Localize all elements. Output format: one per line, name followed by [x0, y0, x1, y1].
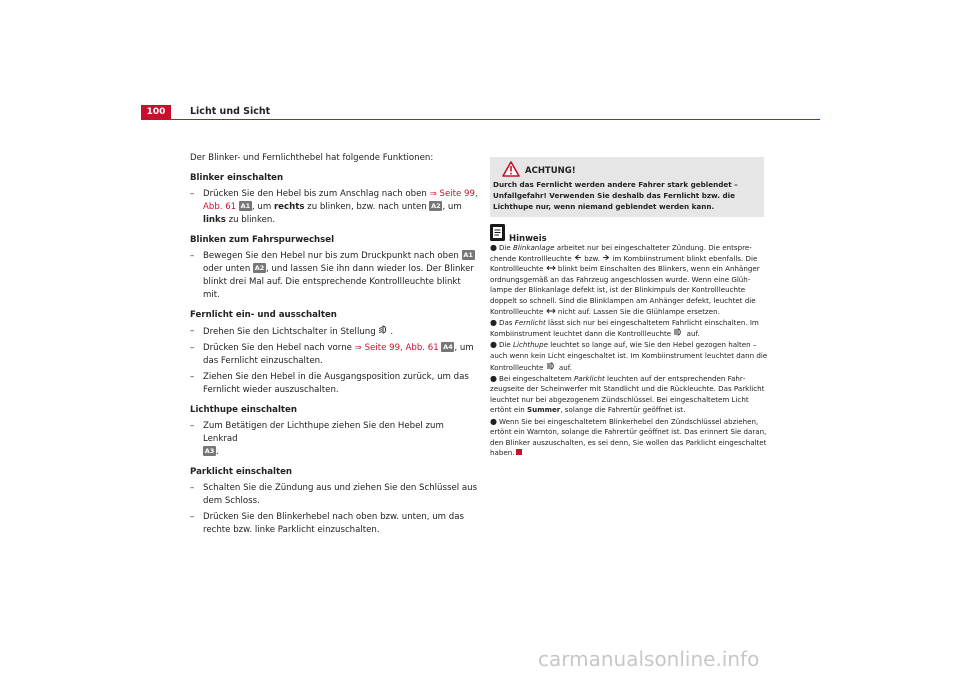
item-text: Drücken Sie den Blinkerhebel nach oben bzw. unten, um das rechte bzw. linke Parklicht einzuschalten. [203, 512, 464, 535]
note-icon [490, 224, 505, 245]
heading-blinker: Blinker einschalten [190, 173, 284, 183]
callout-badge: A2 [254, 264, 265, 272]
heading-fernlicht: Fernlicht ein- und ausschalten [190, 310, 337, 320]
item-text: Drehen Sie den Lichtschalter in Stellung . [203, 327, 394, 337]
note-item: ● Das Fernlicht lässt sich nur bei eingeschaltetem Fahrlicht einschalten. Im Kombiinstrument leuchtet dann die Kontrollleuchte auf. [490, 317, 759, 339]
item-text: Ziehen Sie den Hebel in die Ausgangsposition zurück, um das Fernlicht wieder auszuschalten. [203, 372, 469, 395]
left-column [190, 152, 478, 537]
page-number: 100 [141, 105, 171, 119]
trailer-indicator-icon [546, 264, 556, 273]
page-reference-link[interactable]: ⇒ Seite 99, Abb. 61 [354, 343, 439, 353]
trailer-indicator-icon [546, 307, 556, 316]
list-item [190, 188, 478, 227]
warning-title: ACHTUNG! [525, 166, 576, 176]
warning-text: Durch das Fernlicht werden andere Fahrer stark geblendet – Unfallgefahr! Verwenden Sie deshalb das Fernlicht bzw. die Lichthupe nur, wenn niemand geblendet werden kann. [493, 180, 738, 211]
watermark: carmanualsonline.info [538, 647, 760, 671]
dash: – [190, 189, 195, 199]
note-item: ● Bei eingeschaltetem Parklicht leuchten auf der entsprechenden Fahrzeugseite der Scheinwerfer mit Standlicht und die Rückleuchte. Das Parklicht leuchtet nur bei abgezogenem Zündschlüssel. Bei eingeschaltetem Licht ertönt ein Summer, solange die Fahrertür geöffnet ist. [490, 373, 765, 415]
list-item [190, 482, 478, 508]
dash: – [190, 372, 195, 382]
note-header [490, 224, 547, 245]
list-item [190, 371, 478, 397]
item-text: Zum Betätigen der Lichthupe ziehen Sie den Hebel zum Lenkrad A3 . [203, 421, 444, 457]
list-item [190, 250, 478, 302]
list-item [190, 342, 478, 368]
item-text: Bewegen Sie den Hebel nur bis zum Druckpunkt nach oben A1 oder unten A2 , und lassen Sie ihn dann wieder los. Der Blinker blinkt drei Mal auf. Die entsprechende Kontrollleuchte blinkt mit. [203, 251, 474, 300]
dash: – [190, 343, 195, 353]
dash: – [190, 512, 195, 522]
dash: – [190, 483, 195, 493]
callout-badge: A3 [204, 447, 215, 455]
item-text: Drücken Sie den Hebel nach vorne ⇒ Seite 99, Abb. 61 A4 , um das Fernlicht einzuschalten. [203, 343, 474, 366]
high-beam-icon [673, 329, 684, 338]
note-title: Hinweis [509, 234, 547, 244]
heading-fahrspurwechsel: Blinken zum Fahrspurwechsel [190, 235, 335, 245]
item-text: Drücken Sie den Hebel bis zum Anschlag nach oben ⇒ Seite 99, Abb. 61 A1 , um rechts zu blinken, bzw. nach unten A2 , um links zu blinken. [203, 189, 478, 225]
heading-lichthupe: Lichthupe einschalten [190, 405, 297, 415]
dash: – [190, 251, 195, 261]
note-item: ● Die Blinkanlage arbeitet nur bei eingeschalteter Zündung. Die entsprechende Kontrollleuchte bzw. im Kombiinstrument blinkt ebenfalls. Die Kontrollleuchte blinkt beim Einschalten des Blinkers, wenn ein Anhänger ordnungsgemäß an das Fahrzeug angeschlossen wurde. Wenn eine Glühlampe der Blinkanlage defekt ist, ist der Blinkimpuls der Kontrollleuchte doppelt so schnell. Sind die Blinklampen am Anhänger defekt, leuchtet die Kontrollleuchte nicht auf. Lassen Sie die Glühlampe ersetzen. [490, 243, 760, 316]
warning-header [502, 161, 576, 181]
low-beam-icon [378, 325, 390, 337]
header-rule [141, 119, 820, 120]
turn-left-arrow-icon [574, 254, 582, 263]
note-item: ● Wenn Sie bei eingeschaltetem Blinkerhebel den Zündschlüssel abziehen, ertönt ein Warnton, solange die Fahrertür geöffnet ist. Das erinnert Sie daran, den Blinker auszuschalten, es sei denn, Sie wollen das Parklicht eingeschaltet haben. [490, 416, 767, 458]
callout-badge: A4 [443, 343, 453, 351]
item-text: Schalten Sie die Zündung aus und ziehen Sie den Schlüssel aus dem Schloss. [203, 483, 478, 506]
dash: – [190, 326, 195, 336]
warning-triangle-icon [502, 161, 520, 181]
dash: – [190, 421, 195, 431]
callout-badge: A1 [463, 251, 473, 259]
warning-box [490, 157, 764, 217]
end-of-section-mark [516, 449, 522, 455]
list-item [190, 420, 478, 459]
intro-text: Der Blinker- und Fernlichthebel hat folgende Funktionen: [190, 153, 434, 163]
list-item [190, 325, 478, 339]
list-item [190, 511, 478, 537]
chapter-title: Licht und Sicht [190, 106, 271, 117]
high-beam-icon [546, 363, 557, 372]
turn-right-arrow-icon [602, 254, 610, 263]
note-item: ● Die Lichthupe leuchtet so lange auf, wie Sie den Hebel gezogen halten – auch wenn kein Licht eingeschaltet ist. Im Kombiinstrument leuchtet dann die Kontrollleuchte auf. [490, 340, 768, 372]
heading-parklicht: Parklicht einschalten [190, 467, 293, 477]
page-reference-link[interactable]: ⇒ Seite 99, Abb. 61 [203, 189, 478, 212]
note-body [490, 243, 768, 459]
callout-badge: A1 [240, 202, 251, 210]
callout-badge: A2 [431, 202, 441, 210]
